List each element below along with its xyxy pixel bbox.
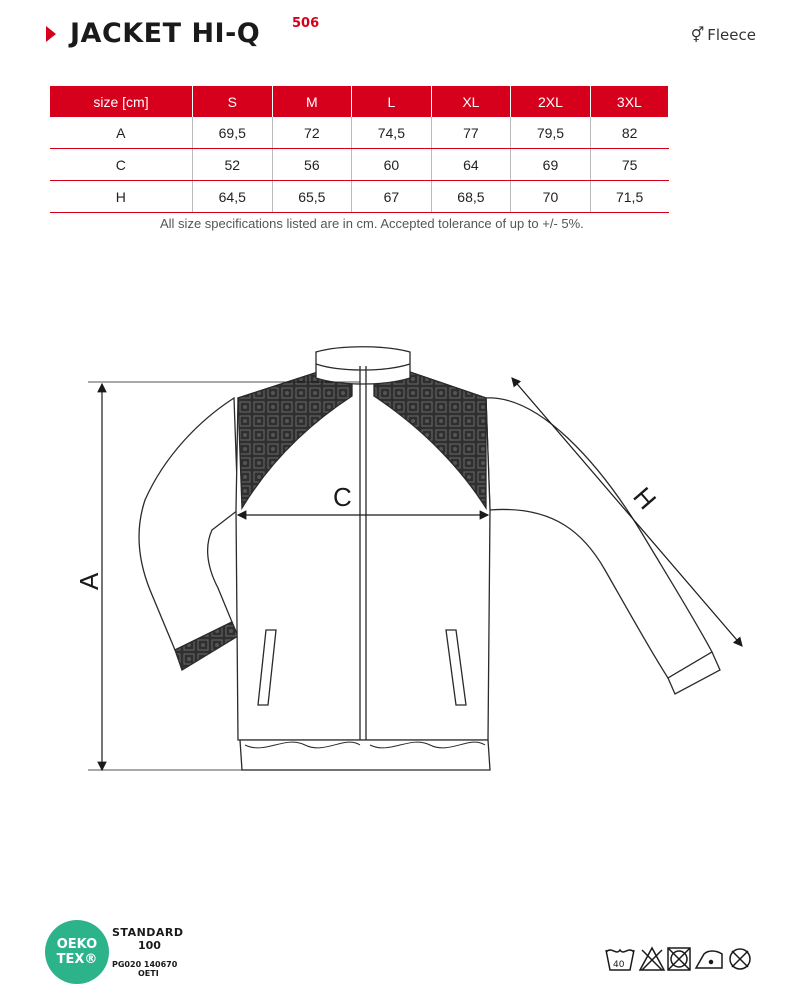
size-table-header [50,86,669,117]
header-cell: size [cm] [50,86,193,117]
product-title: JACKET HI-Q [70,18,261,49]
certification-info [112,926,184,978]
oeko-tex-logo [45,920,109,984]
standard-number: 100 [138,939,161,952]
table-cell: 79,5 [511,117,591,149]
table-row [50,181,669,213]
tolerance-note: All size specifications listed are in cm. Accepted tolerance of up to +/- 5%. [160,216,584,231]
iron-low-icon [696,951,722,968]
no-tumble-dry-icon [668,948,690,970]
oeko-logo-line2: TEX® [56,952,98,967]
header-cell: 2XL [511,86,591,117]
header-cell: 3XL [590,86,668,117]
jacket-diagram [0,330,800,800]
dim-label-c: C [333,482,352,512]
certificate-institute: OETI [138,969,159,978]
care-symbols [604,944,754,976]
table-cell: 82 [590,117,668,149]
material-name: Fleece [707,26,756,44]
no-dry-clean-icon [730,949,750,969]
table-cell: 65,5 [272,181,352,213]
table-cell: 70 [511,181,591,213]
table-cell: 69,5 [193,117,273,149]
certificate-code: PG020 140670 [112,960,178,969]
table-cell: 69 [511,149,591,181]
header-cell: XL [431,86,511,117]
row-label: A [50,117,193,149]
header-cell: L [352,86,432,117]
no-bleach-icon [640,948,664,970]
header-cell: S [193,86,273,117]
standard-label: STANDARD [112,926,184,939]
table-cell: 60 [352,149,432,181]
wash-40-icon [606,950,634,970]
table-cell: 67 [352,181,432,213]
material-label [691,26,756,44]
size-table [49,86,669,213]
model-number: 506 [292,16,320,31]
jacket-outline [139,347,720,770]
table-cell: 64 [431,149,511,181]
row-label: H [50,181,193,213]
dim-label-a: A [74,572,104,590]
wash-temp-label: 40 [613,960,625,970]
title-arrow-icon [46,26,56,42]
table-cell: 68,5 [431,181,511,213]
table-cell: 77 [431,117,511,149]
table-row [50,149,669,181]
oeko-logo-line1: OEKO [56,937,98,952]
table-cell: 71,5 [590,181,668,213]
dim-label-h: H [627,481,663,516]
table-cell: 64,5 [193,181,273,213]
table-cell: 75 [590,149,668,181]
table-cell: 74,5 [352,117,432,149]
header [46,16,756,56]
unisex-icon: ⚥ [690,26,705,44]
row-label: C [50,149,193,181]
table-cell: 56 [272,149,352,181]
table-cell: 72 [272,117,352,149]
table-row [50,117,669,149]
table-cell: 52 [193,149,273,181]
header-cell: M [272,86,352,117]
